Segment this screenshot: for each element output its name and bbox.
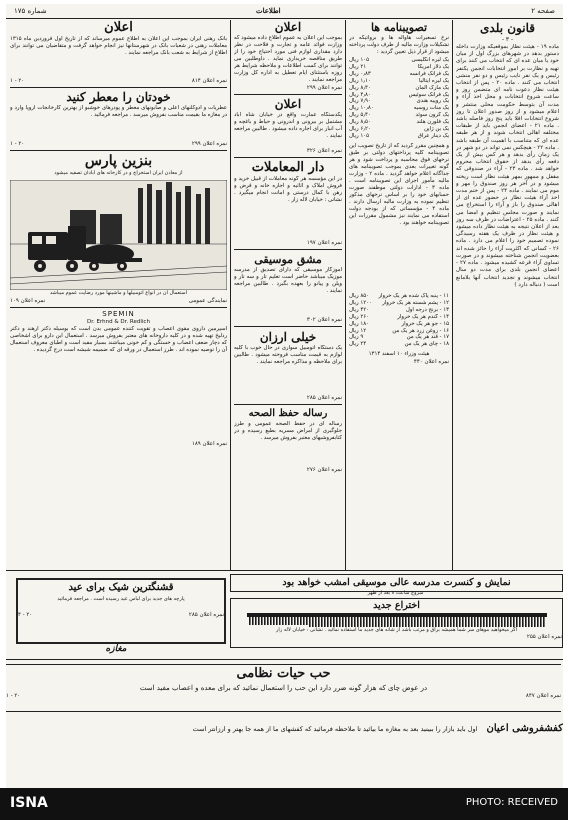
price-row: ۱۵ - جو هر یک خروار ۱۸۰ ریال (349, 320, 449, 327)
aayan-shoe-store-ad (6, 716, 563, 735)
concert-banner: نمایش و کنسرت مدرسه عالی موسیقی امشب خواهد بود (230, 574, 563, 592)
ad-body: اول باید بازار را ببینید بعد به مغازه ما بیائید تا ملاحظه فرمائید که کفشهای ما از همه جا بهتر و ارزانتر است (192, 725, 478, 733)
price-row: یک دینار عراق ۱۰۵ ریال (349, 132, 449, 139)
price-row: یک کرون سوئد ۵٫۴۰ ریال (349, 112, 449, 119)
column-rule (345, 20, 346, 570)
article-part: - ۳ - (501, 36, 514, 43)
price-row: ۱۸ - چای هر یک من ۲۴ ریال (349, 341, 449, 348)
store-signature: مغازه (105, 644, 127, 654)
column-decrees (349, 20, 449, 568)
column-ads-b (10, 20, 227, 568)
article-note: هیئت وزراء ۱۰ اسفند ۱۳۱۴ (368, 351, 430, 357)
price-row: ۱۲ - پشم شسته هر یک خروار ۱۲۰۰ ریال (349, 299, 449, 306)
ad-body: اسپرمین داروی مقوی اعصاب و تقویت کننده عمومی بدن است که بوسیله دکتر ارهند و دکتر ردلیخ تهیه شده و در کلیه داروخانه های معتبر بفروش میرسد . استعمال این دارو برای اشخاصی که دچار ضعف اعصاب و خستگی و کم خونی میباشند بسیار مفید است و اطبای معروف استعمال آن را توصیه نموده اند . طرز استعمال در ورقه ای که ضمیمه شیشه است درج گردیده . (10, 326, 227, 353)
ad-number: نمره اعلان ۱۹۷ (306, 240, 342, 246)
ad-subtitle: Dr. Erhnd & Dr. Redlich (87, 319, 150, 325)
ad-number: نمره اعلان ۲۹۹ ۲۰ - ۱ (10, 141, 227, 147)
ad-number: نمره اعلان ۳۲۶ (306, 148, 342, 154)
agency-logo: ISNA (10, 795, 48, 811)
comb-illustration (247, 613, 547, 627)
ad-title: بنزین پارس (84, 153, 153, 169)
article-intro: نرخ تسعیرات هاواله ها و برواتیکه در تشکیلات وزارت مالیه از طرف دولت پرداخته میشود از قرار ذیل تعیین گردید : (349, 35, 449, 55)
ad-title: SPEMIN (102, 310, 135, 318)
ad-number: نمایندگی عمومی نمره اعلان ۱۰۹ (10, 298, 227, 304)
price-row: یک دلار آمریکا ۲۱ ریال (349, 63, 449, 70)
article-title: تصویبنامه ها (370, 21, 428, 34)
price-row: یک مارک آلمان ۸٫۴۰ ریال (349, 84, 449, 91)
ad-body: بانک رهنی ایران بموجب این اعلان به اطلاع عموم میرساند که از تاریخ اول فروردین ماه ۱۳۱۵ معاملات رهنی در شعبات بانک در شهرستانها نیز انجام خواهد گرفت و متقاضیان می توانند برای اطلاع از شرایط به شعب بانک مراجعه نمایند . (10, 36, 227, 56)
price-row: یک لیره انگلیسی ۱۰۵ ریال (349, 57, 449, 63)
price-row: یک فرانک سوئیس ۴٫۸۰ ریال (349, 91, 449, 98)
ad-number: نمره اعلان ۴۴۰ (413, 359, 449, 365)
price-row: ۱۷ - قند هر یک من ۹ ریال (349, 334, 449, 341)
price-row: ۱۴ - گندم هر یک خروار ۲۶۰ ریال (349, 313, 449, 320)
exchange-rate-list (349, 57, 449, 143)
ad-title: مشق موسیقی (254, 253, 322, 266)
page-header (6, 4, 563, 19)
ad-title: خودتان را معطر کنید (66, 90, 171, 104)
ad-caption: استعمال آن در انواع اتومبیلها و ماشینها مورد رضایت عموم میباشد (49, 290, 188, 296)
nezami-pills-ad: حب حیات نظامی در عوض چای که هزار گونه ضرر دارد این حب را استعمال نمائید که برای معده و اعصاب مفید است نمره اعلان ۸۴۷ ۲۰ - ۱ (6, 664, 561, 712)
price-row: یک منات روسیه ۱۰٫۸۰ ریال (349, 105, 449, 112)
photo-credit: PHOTO: RECEIVED (465, 797, 558, 808)
article-body: ماده ۱۹ - هیئت نظار بموقعیکه وزارت داخله دستور بدهد در شهرهای بزرگ اول از میان خود یا میان عده ای که انتخاب می کنند برای تهیه و نظارت بر امور انتخابات انجمن یکنفر رئیس و یک نفر نایب رئیس و دو نفر منشی انتخاب می کنند . ماده ۲۰ - پس از انتخاب هیئت نظار دعوت نامه ای متضمن روز و ساعت شروع انتخابات و محل اخذ آراء و مدت آن بتوسط حکومت محلی منتشر و اعلام میشود و از روز صدور اعلان تا روز شروع انتخابات اقلا باید پنج روز فاصله باشد . ماده ۲۱ - اعضای انجمن باید از طبقات مختلفه اهالی انتخاب شوند و از هر طبقه عده ای که متناسب با اهمیت آن طبقه باشد . ماده ۲۲ - هیچکس نمی تواند در دو شهر در یک زمان رأی بدهد و هر کس بیش از یک دفعه رأی بدهد از حقوق انتخاب محروم خواهد شد . ماده ۲۳ - آراء در صندوقی که مقفل و ممهور بمهر هیئت نظار است ریخته میشود و در آخر هر روز صندوق را مهر و موم می نمایند . ماده ۲۴ - پس از ختم مدت اخذ آراء هیئت نظار در حضور عده ای از اهالی صندوق را باز و آراء را استخراج می نمایند و صورت مجلس تنظیم و امضا می کنند . ماده ۲۵ - اعتراضات در ظرف سه روز بعد از اعلان نتیجه به هیئت نظار داده میشود و هیئت نظار در ظرف یک هفته رسیدگی نموده تصمیم خود را اعلام می دارد . ماده ۲۶ - کسانی که اکثریت آراء را حائز شده اند بعضویت انجمن شناخته میشوند و در صورت تساوی آراء قرعه کشیده میشود . ماده ۲۷ - اعضای انجمن بلدی برای مدت دو سال انتخاب میشوند و تجدید انتخاب آنها بلامانع است ( دنباله دارد ) (456, 44, 559, 288)
ad-title: خیلی ارزان (259, 330, 317, 344)
article-body: و همچنین مقرر گردید که از تاریخ تصویب این تصویبنامه کلیه پرداختهای دولتی بر طبق نرخهای فوق محاسبه و پرداخت شود و هر گونه تغییرات بعدی بموجب تصویبنامه های جداگانه اعلام خواهد گردید . ماده ۲ - وزارت مالیه مأمور اجرای این تصویبنامه است . ماده ۳ - ادارات دولتی موظفند صورت حسابهای خود را بر اساس نرخهای مذکور تنظیم نموده به وزارت مالیه ارسال دارند . ماده ۴ - مؤسساتی که از بودجه دولت استفاده می نمایند نیز مشمول مقررات این تصویبنامه خواهند بود . (349, 143, 449, 226)
price-row: یک فلورن هلند ۸٫۵۰ ریال (349, 119, 449, 126)
price-row: یک لیره ایتالیا ۱٫۱۰ ریال (349, 77, 449, 84)
invention-ad: اختراع جدید اگر میخواهید موهای سر شما همیشه براق و مرتب باشد از شانه های جدید ما استفاده نمائید . نشانی : خیابان لاله زار نمره اعلان ۲۵۵ (230, 598, 563, 648)
ad-title: اعلان (104, 20, 133, 35)
column-municipal-law (456, 20, 559, 568)
refinery-illustration (10, 180, 227, 290)
ad-subtitle: از معادن ایران استخراج و در کارخانه های آبادان تصفیه میشود (54, 170, 183, 176)
ad-body: عطریات و ادوکلنهای اعلی و صابونهای معطر و پودرهای خوشبو از بهترین کارخانجات اروپا وارد و در مغازه ما بقیمت مناسب بفروش میرسد . مراجعه فرمائید . (10, 105, 227, 118)
photo-credit-bar (0, 788, 568, 820)
ad-title: اعلان (274, 97, 302, 111)
article-title: قانون بلدی (480, 21, 535, 35)
price-row: یک ین ژاپن ۶٫۲۰ ریال (349, 126, 449, 133)
price-row: یک فرانک فرانسه ۰٫۸۳ ریال (349, 70, 449, 77)
ad-body: آموزگار موسیقی که دارای تصدیق از مدرسه موزیک میباشد حاضر است تعلیم تار و سه تار و ویلن و پیانو را بعهده بگیرد . طالبین مراجعه نمایند . (234, 267, 342, 294)
ad-body: یک دستگاه اتومبیل سواری در حال خوب با کلیه لوازم به قیمت مناسب فروخته میشود . طالبین برای ملاحظه و مذاکره مراجعه نمایند . (234, 345, 342, 365)
ad-number: نمره اعلان ۸۱۴ ۲۰ - ۱ (10, 78, 227, 84)
ad-body: در این مؤسسه هر گونه معاملات از قبیل خرید و فروش املاک و اثاثیه و اجاره خانه و قرض و رهن با کمال درستی و امانت انجام میگیرد . نشانی : خیابان لاله زار . (234, 176, 342, 203)
ad-body: یکدستگاه عمارت واقع در خیابان شاه آباد مشتمل بر بیرونی و اندرونی و حیاط و باغچه و آب انبار برای اجاره داده میشود . طالبین مراجعه نمایند . (234, 112, 342, 139)
ad-number: نمره اعلان ۲۷۶ (306, 467, 342, 473)
price-row: ۱۱ - پنبه پاک شده هر یک خروار ۸۵۰ ریال (349, 293, 449, 299)
ad-number: نمره اعلان ۲۸۵ (306, 395, 342, 401)
concert-banner-time: شروع ساعت ۸ بعد از ظهر (367, 590, 424, 596)
page-number: صفحه ۲ (531, 7, 555, 15)
ad-title: اعلان (274, 20, 302, 34)
ad-number: نمره اعلان ۳۰۲ (306, 317, 342, 323)
ad-title: دار المعاملات (251, 160, 325, 175)
ad-number: نمره اعلان ۲۹۹ (306, 85, 342, 91)
issue-number: شماره ۱۷۵ (14, 7, 47, 15)
ad-number: نمره اعلان ۱۸۹ (191, 441, 227, 447)
newspaper-page (6, 4, 563, 788)
column-ads-a (234, 20, 342, 568)
price-list (349, 293, 449, 351)
ad-title: کفشفروشی اعیان (486, 723, 563, 734)
price-row: ۱۶ - روغن زرد هر یک من ۱۲ ریال (349, 327, 449, 334)
column-rule (452, 20, 453, 570)
holiday-shoes-ad: قشنگترین شیک برای عید پارچه های جدید برای لباس عید رسیده است . مراجعه فرمائید نمره اعلان ۲۸۵ ۲۰ - ۴ (16, 578, 226, 644)
price-row: ۱۳ - برنج درجه اول ۴۲۰ ریال (349, 306, 449, 313)
ad-title: رساله حفظ الصحه (248, 408, 328, 419)
newspaper-title: اطلاعات (256, 6, 281, 15)
ad-body: بموجب این اعلان به عموم اطلاع داده میشود که وزارت فوائد عامه و تجارت و فلاحت در نظر دارد مقداری لوازم فنی مورد احتیاج خود را از طریق مناقصه خریداری نماید . داوطلبین می توانند برای کسب اطلاعات و ملاحظه شرایط هر روزه باستثنای ایام تعطیل به اداره کل وزارت مراجعه نمایند . (234, 35, 342, 83)
column-rule (230, 20, 231, 570)
price-row: یک روپیه هندی ۷٫۹۰ ریال (349, 98, 449, 105)
ad-body: رساله ای در حفظ الصحه عمومی و طرز جلوگیری از امراض مسریه بطبع رسیده و در کتابفروشیهای معتبر بفروش میرسد . (234, 421, 342, 441)
